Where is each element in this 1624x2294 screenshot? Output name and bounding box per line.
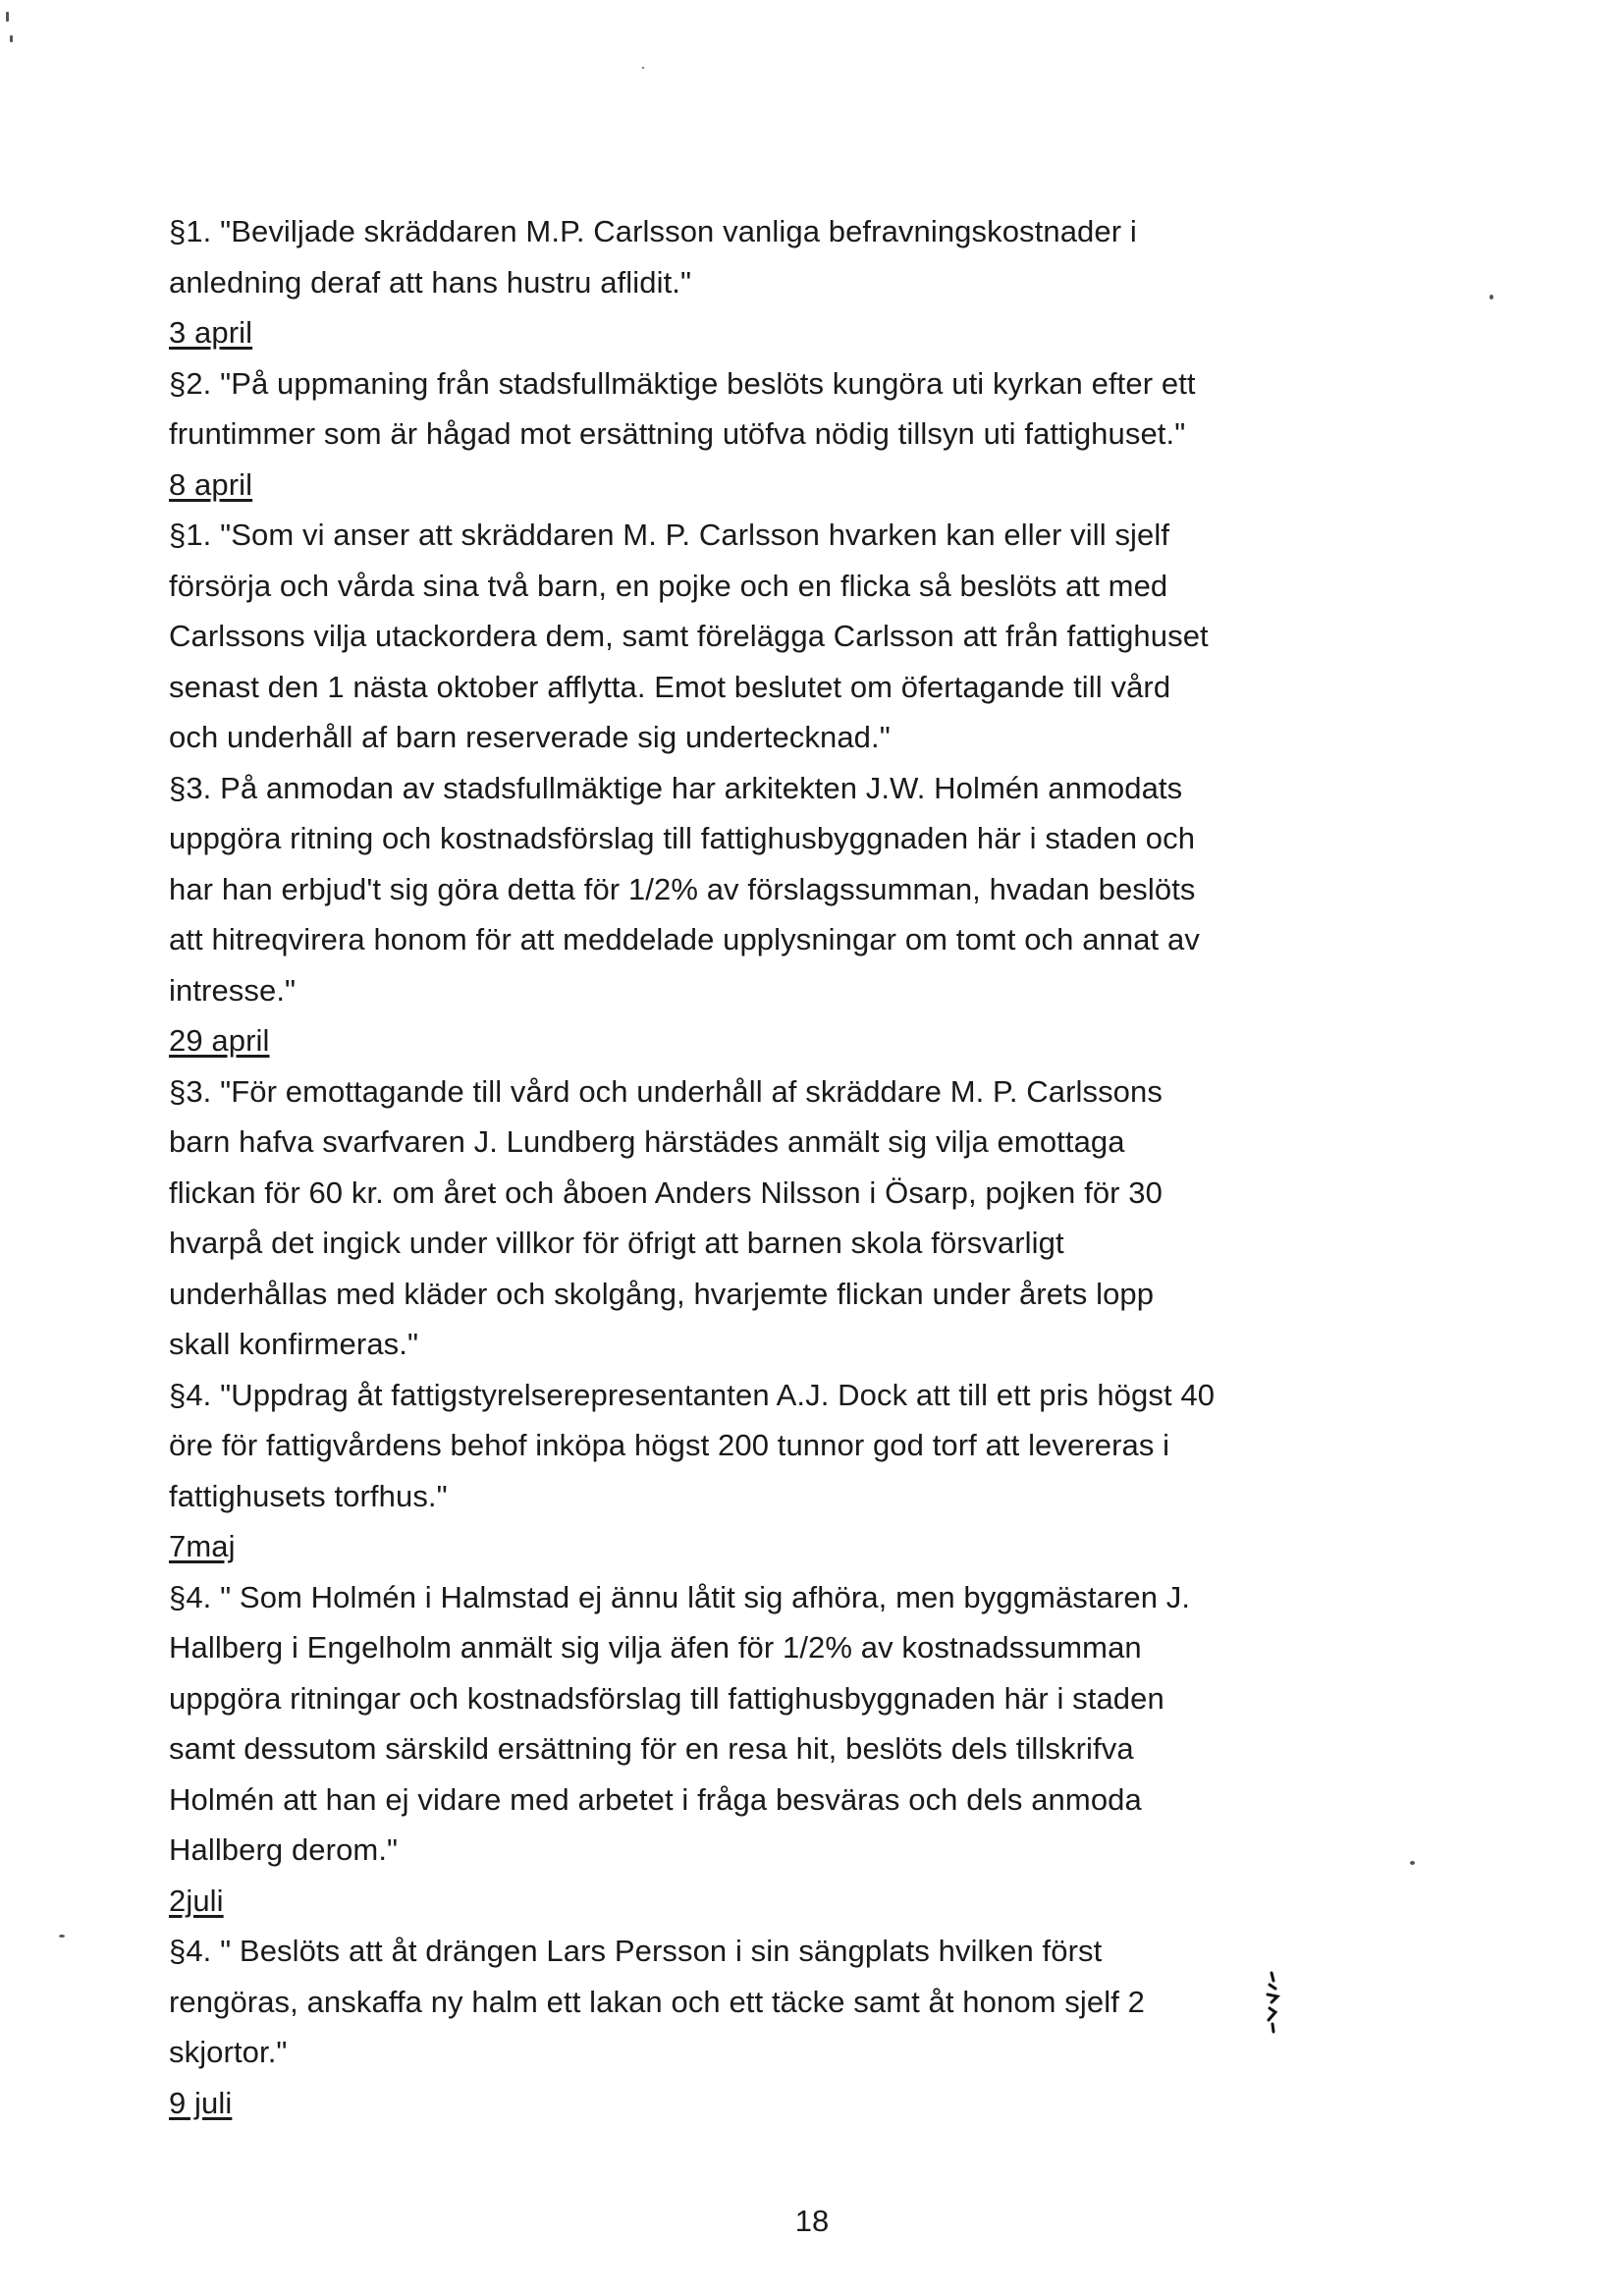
scan-speck (1489, 295, 1493, 300)
document-body (169, 206, 1347, 2128)
text-line: senast den 1 nästa oktober afflytta. Emot beslutet om öfertagande till vård (169, 669, 1171, 704)
date-heading: 7maj (169, 1529, 236, 1563)
text-line: §1. "Som vi anser att skräddaren M. P. Carlsson hvarken kan eller vill sjelf (169, 518, 1170, 552)
text-line: fruntimmer som är hågad mot ersättning utöfva nödig tillsyn uti fattighuset." (169, 416, 1186, 451)
text-line: fattighusets torfhus." (169, 1478, 448, 1513)
text-line: Carlssons vilja utackordera dem, samt förelägga Carlsson att från fattighuset (169, 619, 1209, 653)
text-line: §2. "På uppmaning från stadsfullmäktige beslöts kungöra uti kyrkan efter ett (169, 365, 1196, 401)
text-line: har han erbjud't sig göra detta för 1/2% av förslagssumman, hvadan beslöts (169, 871, 1196, 906)
text-line: och underhåll af barn reserverade sig undertecknad." (169, 720, 891, 754)
text-line: §3. På anmodan av stadsfullmäktige har arkitekten J.W. Holmén anmodats (169, 770, 1183, 805)
text-line: §4. "Uppdrag åt fattigstyrelserepresentanten A.J. Dock att till ett pris högst 40 (169, 1377, 1216, 1412)
date-heading: 3 april (169, 315, 253, 350)
text-line: hvarpå det ingick under villkor för öfrigt att barnen skola försvarligt (169, 1226, 1064, 1260)
text-line: Hallberg i Engelholm anmält sig vilja äfen för 1/2% av kostnadssumman (169, 1630, 1142, 1665)
scan-speck (642, 67, 644, 69)
text-line: öre för fattigvårdens behof inköpa högst 200 tunnor god torf att levereras i (169, 1428, 1170, 1462)
scan-speck (59, 1935, 65, 1938)
text-line: intresse." (169, 972, 297, 1008)
scan-speck (10, 35, 13, 42)
scan-speck (1410, 1861, 1415, 1865)
date-heading: 2juli (169, 1883, 224, 1918)
text-line: Hallberg derom." (169, 1832, 399, 1867)
text-line: samt dessutom särskild ersättning för en resa hit, beslöts dels tillskrifva (169, 1731, 1134, 1766)
text-line: skjortor." (169, 2035, 288, 2069)
text-line: §4. " Beslöts att åt drängen Lars Persson i sin sängplats hvilken först (169, 1934, 1103, 1968)
text-line: uppgöra ritningar och kostnadsförslag till fattighusbyggnaden här i staden (169, 1680, 1164, 1716)
page-number: 18 (794, 2204, 830, 2238)
text-line: anledning deraf att hans hustru aflidit." (169, 264, 692, 300)
text-line: barn hafva svarfvaren J. Lundberg härstädes anmält sig vilja emottaga (169, 1124, 1125, 1159)
text-line: försörja och vårda sina två barn, en pojke och en flicka så beslöts att med (169, 568, 1168, 603)
date-heading: 9 juli (169, 2085, 233, 2120)
text-line: §4. " Som Holmén i Halmstad ej ännu låtit sig afhöra, men byggmästaren J. (169, 1579, 1191, 1614)
text-line: Holmén att han ej vidare med arbetet i fråga besväras och dels anmoda (169, 1781, 1142, 1817)
date-heading: 8 april (169, 466, 253, 502)
text-line: flickan för 60 kr. om året och åboen Anders Nilsson i Ösarp, pojken för 30 (169, 1174, 1163, 1210)
text-line: uppgöra ritning och kostnadsförslag till fattighusbyggnaden här i staden och (169, 821, 1196, 855)
text-line: att hitreqvirera honom för att meddelade upplysningar om tomt och annat av (169, 922, 1200, 956)
text-line: §3. "För emottagande till vård och underhåll af skräddare M. P. Carlssons (169, 1073, 1163, 1109)
text-line: skall konfirmeras." (169, 1327, 419, 1361)
text-line: rengöras, anskaffa ny halm ett lakan och ett täcke samt åt honom sjelf 2 (169, 1984, 1145, 2019)
scan-speck (6, 12, 9, 22)
text-line: §1. "Beviljade skräddaren M.P. Carlsson vanliga befravningskostnader i (169, 214, 1137, 248)
text-line: underhållas med kläder och skolgång, hvarjemte flickan under årets lopp (169, 1276, 1155, 1311)
date-heading: 29 april (169, 1023, 270, 1058)
